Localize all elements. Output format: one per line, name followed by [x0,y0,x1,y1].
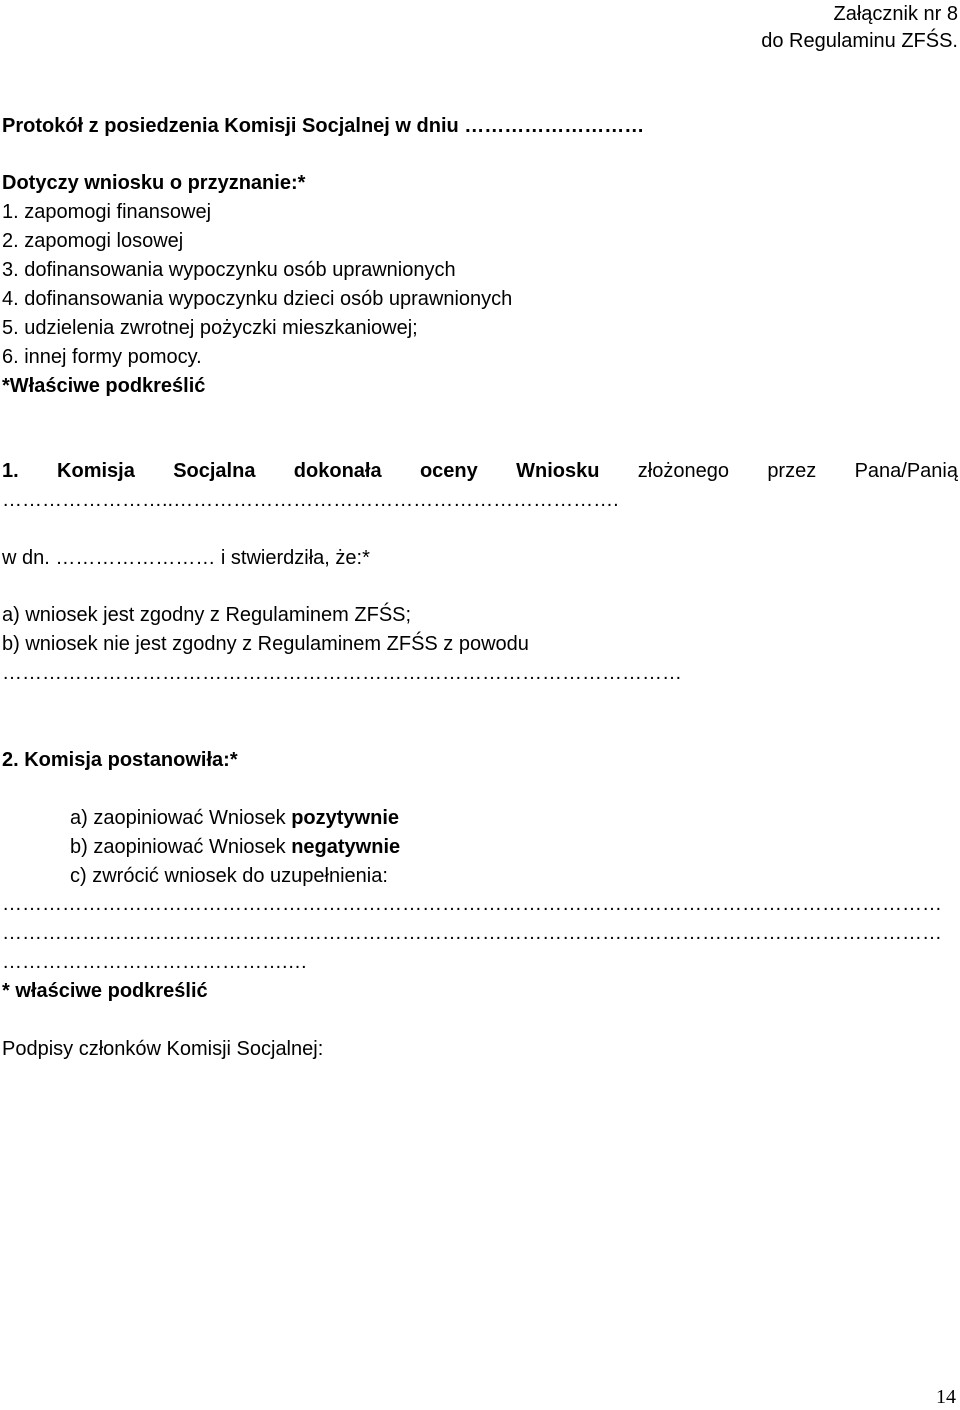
reason-fill-line: ………………………………………………………………………………………… [2,662,682,684]
option-a: a) wniosek jest zgodny z Regulaminem ZFŚS; [2,604,412,626]
option-b: b) wniosek nie jest zgodny z Regulaminem ZFŚS z powodu [2,633,529,655]
statement-word: przez [767,460,817,482]
decision-negative: negatywnie [291,836,401,858]
section1-statement [2,459,958,483]
list-item: 3. dofinansowania wypoczynku osób uprawnionych [2,259,456,281]
fill-line: …………………………………………………………………………………………………………………………… [2,893,942,915]
underline-note: *Właściwe podkreślić [2,375,206,397]
attachment-label: Załącznik nr 8 [833,3,958,25]
page-number: 14 [936,1386,956,1408]
statement-word: dokonała [293,460,382,482]
statement-word: oceny [419,460,478,482]
underline-note-footer: * właściwe podkreślić [2,980,208,1002]
statement-word: Socjalna [173,460,256,482]
decision-option-b [70,835,400,859]
date-line: w dn. …………………… i stwierdziła, że:* [2,547,370,569]
name-fill-line: ……………………..…………………………………………………………. [2,489,619,511]
signatures-label: Podpisy członków Komisji Socjalnej: [2,1038,324,1060]
protocol-title: Protokół z posiedzenia Komisji Socjalnej w dniu ……………………… [2,115,645,137]
fill-line: …………………………………………………………………………………………………………………………… [2,922,942,944]
statement-word: Komisja [57,460,135,482]
list-item: 1. zapomogi finansowej [2,201,212,223]
list-item: 4. dofinansowania wypoczynku dzieci osób uprawnionych [2,288,513,310]
decision-option-a-label: a) zaopiniować Wniosek [70,807,292,829]
decision-option-a [70,806,399,830]
decision-positive: pozytywnie [291,807,400,829]
section0-heading: Dotyczy wniosku o przyznanie:* [2,172,306,194]
statement-word: Wniosku [516,460,600,482]
regulation-label: do Regulaminu ZFŚS. [761,30,958,52]
statement-word: złożonego [637,460,729,482]
decision-option-b-label: b) zaopiniować Wniosek [70,836,292,858]
list-item: 5. udzielenia zwrotnej pożyczki mieszkaniowej; [2,317,418,339]
list-item: 2. zapomogi losowej [2,230,184,252]
statement-word: 1. [2,460,19,482]
statement-word: Pana/Panią [854,460,958,482]
list-item: 6. innej formy pomocy. [2,346,202,368]
fill-line: …………………………………….… [2,951,308,973]
section2-heading: 2. Komisja postanowiła:* [2,749,238,771]
decision-option-c: c) zwrócić wniosek do uzupełnienia: [70,865,388,887]
